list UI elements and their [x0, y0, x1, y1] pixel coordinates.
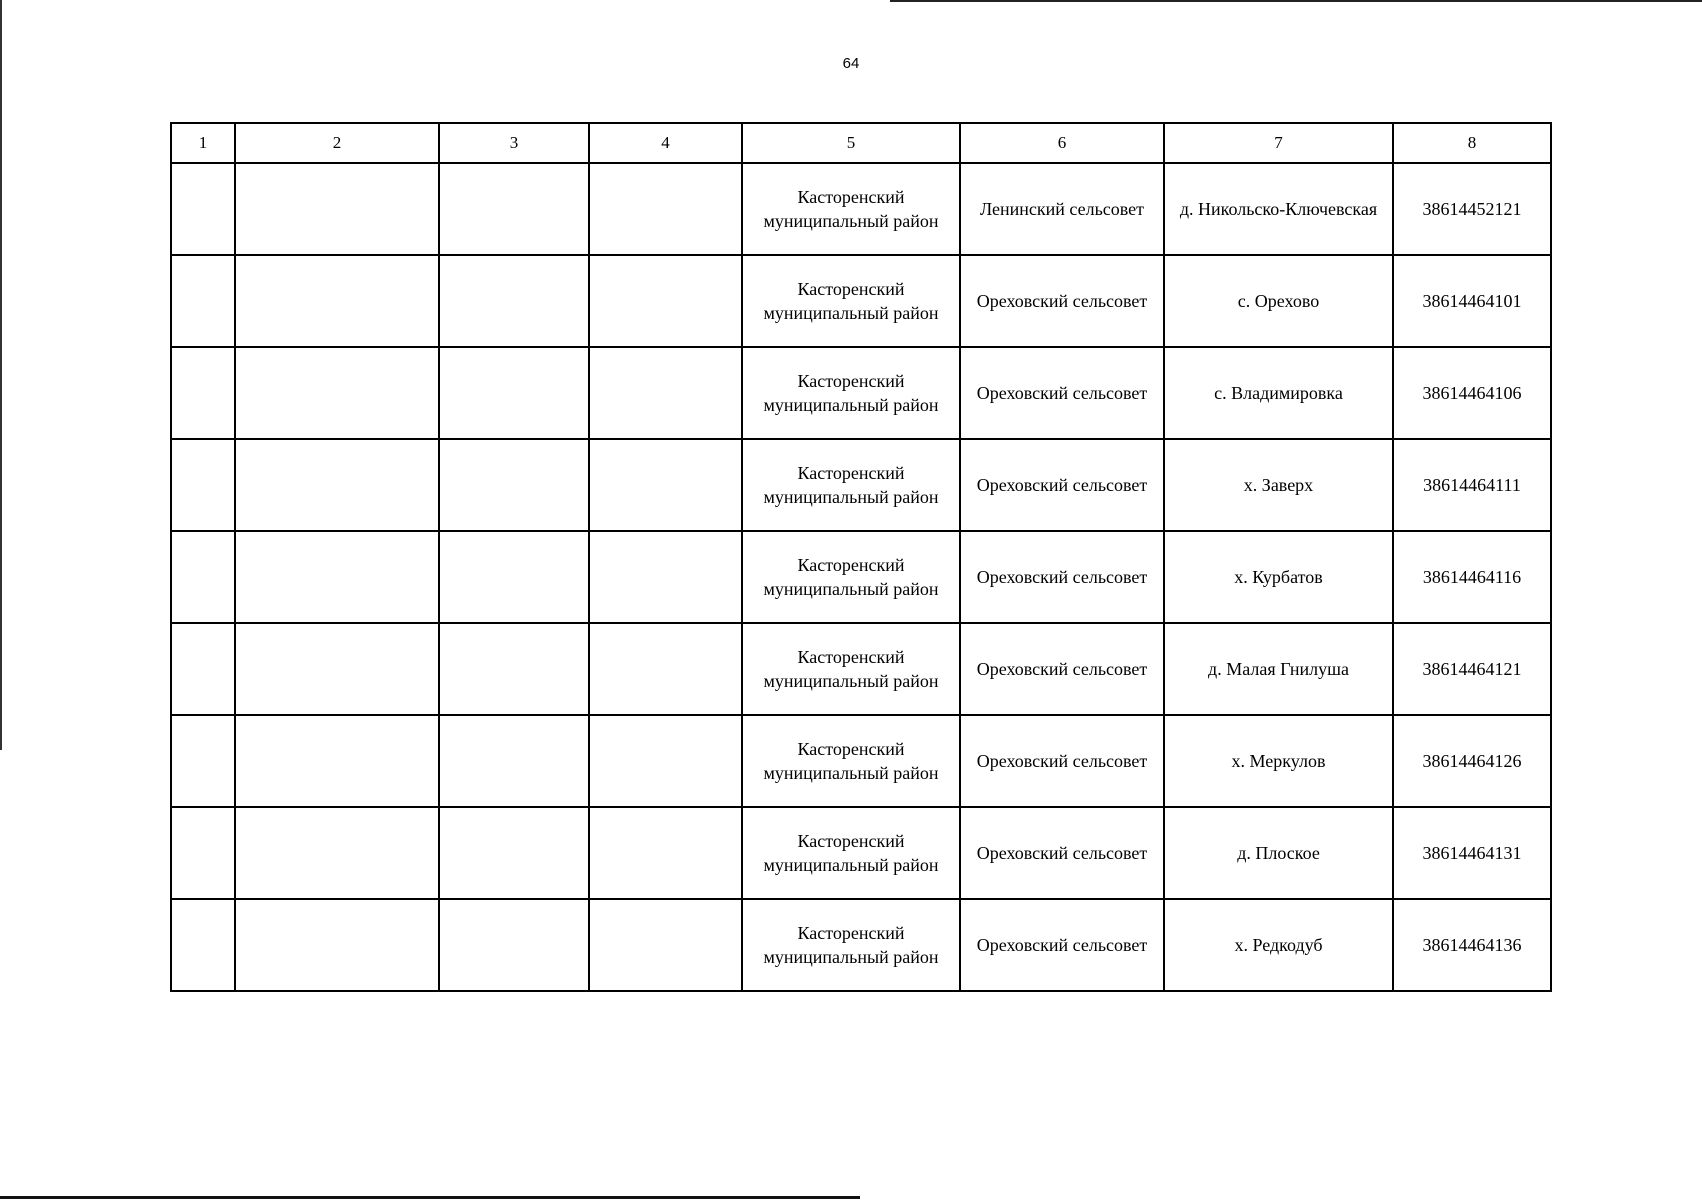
- table-row: [171, 439, 1551, 531]
- table-cell-col-2: [235, 899, 439, 991]
- table-cell-col-1: [171, 531, 235, 623]
- table-cell-col-6: Ореховский сельсовет: [960, 807, 1164, 899]
- table-cell-col-5: Касторенский муниципальный район: [742, 715, 960, 807]
- table-cell-col-3: [439, 163, 589, 255]
- scan-edge-bottom: [0, 1196, 860, 1199]
- table-body: [171, 163, 1551, 991]
- table-cell-col-3: [439, 807, 589, 899]
- table-cell-col-2: [235, 347, 439, 439]
- table-cell-col-3: [439, 439, 589, 531]
- table-cell-col-4: [589, 163, 742, 255]
- table-cell-col-6: Ореховский сельсовет: [960, 439, 1164, 531]
- table-cell-col-8: 38614452121: [1393, 163, 1551, 255]
- table-cell-col-3: [439, 347, 589, 439]
- table-cell-col-8: 38614464111: [1393, 439, 1551, 531]
- table-row: [171, 807, 1551, 899]
- page-number: 64: [842, 55, 860, 72]
- table-cell-col-5: Касторенский муниципальный район: [742, 347, 960, 439]
- table-cell-col-6: Ореховский сельсовет: [960, 623, 1164, 715]
- table-cell-col-3: [439, 623, 589, 715]
- table-cell-col-5: Касторенский муниципальный район: [742, 163, 960, 255]
- table-cell-col-5: Касторенский муниципальный район: [742, 899, 960, 991]
- table-cell-col-8: 38614464131: [1393, 807, 1551, 899]
- table-cell-col-7: д. Никольско-Ключевская: [1164, 163, 1393, 255]
- table-cell-col-7: х. Меркулов: [1164, 715, 1393, 807]
- table-cell-col-1: [171, 715, 235, 807]
- table-cell-col-2: [235, 715, 439, 807]
- table-cell-col-2: [235, 807, 439, 899]
- table-cell-col-3: [439, 255, 589, 347]
- table-cell-col-8: 38614464121: [1393, 623, 1551, 715]
- header-cell-2: 2: [235, 123, 439, 163]
- table-cell-col-1: [171, 163, 235, 255]
- table-cell-col-4: [589, 255, 742, 347]
- scan-edge-left: [0, 0, 2, 750]
- table-cell-col-1: [171, 623, 235, 715]
- table-cell-col-5: Касторенский муниципальный район: [742, 255, 960, 347]
- table-cell-col-6: Ореховский сельсовет: [960, 255, 1164, 347]
- settlements-table: [170, 122, 1552, 992]
- table-row: [171, 623, 1551, 715]
- header-cell-8: 8: [1393, 123, 1551, 163]
- table-cell-col-6: Ореховский сельсовет: [960, 531, 1164, 623]
- header-cell-5: 5: [742, 123, 960, 163]
- table-row: [171, 531, 1551, 623]
- table-cell-col-8: 38614464101: [1393, 255, 1551, 347]
- table-cell-col-5: Касторенский муниципальный район: [742, 531, 960, 623]
- table-cell-col-4: [589, 347, 742, 439]
- table-cell-col-4: [589, 899, 742, 991]
- table-cell-col-7: с. Орехово: [1164, 255, 1393, 347]
- table-cell-col-2: [235, 163, 439, 255]
- table-cell-col-2: [235, 255, 439, 347]
- table-cell-col-2: [235, 439, 439, 531]
- header-cell-7: 7: [1164, 123, 1393, 163]
- table-cell-col-1: [171, 439, 235, 531]
- table-cell-col-2: [235, 531, 439, 623]
- table-cell-col-3: [439, 715, 589, 807]
- table-row: [171, 715, 1551, 807]
- table-cell-col-7: х. Редкодуб: [1164, 899, 1393, 991]
- table-cell-col-8: 38614464116: [1393, 531, 1551, 623]
- header-cell-6: 6: [960, 123, 1164, 163]
- table-row: [171, 163, 1551, 255]
- table-cell-col-1: [171, 899, 235, 991]
- table-cell-col-7: х. Заверх: [1164, 439, 1393, 531]
- table-cell-col-4: [589, 439, 742, 531]
- table-cell-col-7: д. Малая Гнилуша: [1164, 623, 1393, 715]
- header-cell-3: 3: [439, 123, 589, 163]
- table-header: [171, 123, 1551, 163]
- table-cell-col-5: Касторенский муниципальный район: [742, 807, 960, 899]
- table-cell-col-7: х. Курбатов: [1164, 531, 1393, 623]
- scan-edge-top: [890, 0, 1702, 2]
- header-cell-1: 1: [171, 123, 235, 163]
- table-cell-col-5: Касторенский муниципальный район: [742, 439, 960, 531]
- table-cell-col-8: 38614464136: [1393, 899, 1551, 991]
- table-cell-col-3: [439, 899, 589, 991]
- header-row: [171, 123, 1551, 163]
- table-cell-col-2: [235, 623, 439, 715]
- table-cell-col-1: [171, 255, 235, 347]
- table-cell-col-4: [589, 531, 742, 623]
- table-cell-col-4: [589, 715, 742, 807]
- table-cell-col-8: 38614464126: [1393, 715, 1551, 807]
- table-cell-col-7: д. Плоское: [1164, 807, 1393, 899]
- table-cell-col-7: с. Владимировка: [1164, 347, 1393, 439]
- table-row: [171, 899, 1551, 991]
- table-row: [171, 255, 1551, 347]
- table-cell-col-8: 38614464106: [1393, 347, 1551, 439]
- table-cell-col-5: Касторенский муниципальный район: [742, 623, 960, 715]
- table-cell-col-6: Ореховский сельсовет: [960, 899, 1164, 991]
- header-cell-4: 4: [589, 123, 742, 163]
- table-cell-col-6: Ленинский сельсовет: [960, 163, 1164, 255]
- table-cell-col-6: Ореховский сельсовет: [960, 715, 1164, 807]
- table-cell-col-1: [171, 807, 235, 899]
- table-cell-col-3: [439, 531, 589, 623]
- table-cell-col-4: [589, 807, 742, 899]
- table-cell-col-1: [171, 347, 235, 439]
- table-cell-col-4: [589, 623, 742, 715]
- table-row: [171, 347, 1551, 439]
- table-cell-col-6: Ореховский сельсовет: [960, 347, 1164, 439]
